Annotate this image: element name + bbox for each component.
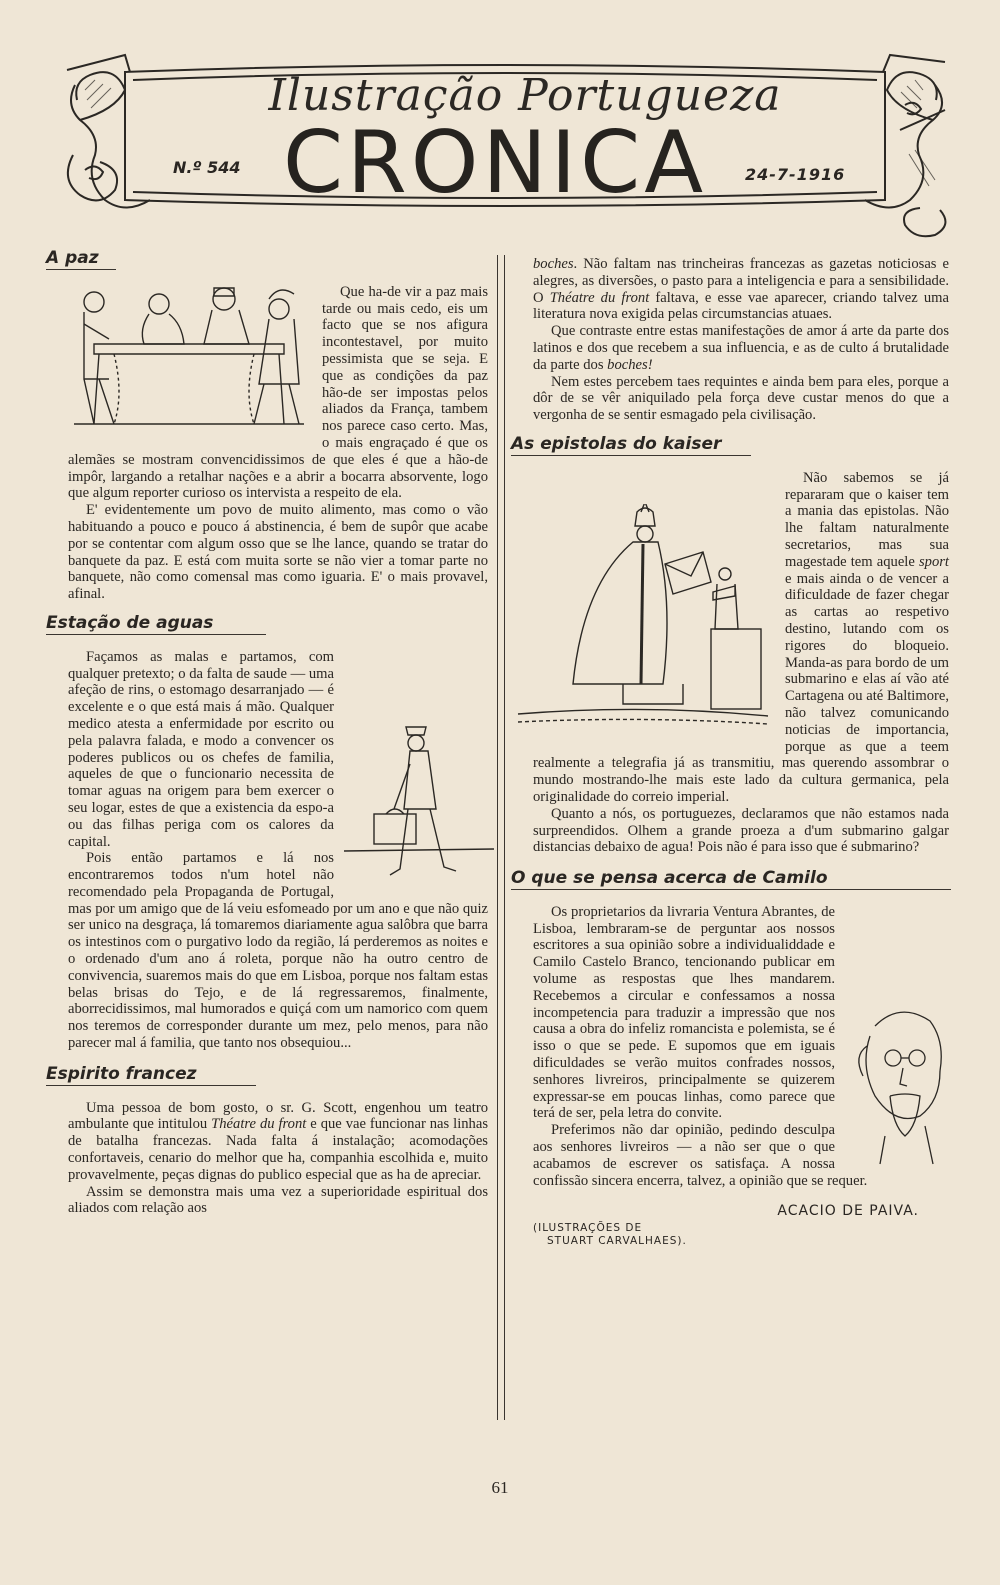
page-number: 61	[491, 1478, 509, 1497]
espirito-paragraph-3: Que contraste entre estas manifestações de amor á arte da parte dos latinos e dos que recebem a sua influencia, e as de culto á brutalidade da parte dos boches!	[533, 323, 949, 373]
camilo-portrait-illustration	[845, 996, 955, 1166]
traveler-with-suitcase-illustration	[344, 719, 494, 889]
author-signature: ACACIO DE PAIVA.	[777, 1203, 919, 1220]
magazine-title: Ilustração Portugueza	[268, 70, 782, 121]
estacao-paragraph-1: Façamos as malas e partamos, com qualquer pretexto; o da falta de saude — uma afeção de rins, o estomago desarranjado — é excelente e o que está mais á mão. Qualquer medico atesta a enfermidade por escrito ou pela palavra falada, e modo a convencer os poderes publicos ou os chefes de familia, aqueles de que o funcionario necessita de tomar aguas na origem para bem exercer o seu logar, estes de que a existencia da espo-a ou das filhas periga com os calores da capital.	[68, 648, 334, 850]
issue-date: 24-7-1916	[745, 165, 846, 184]
paz-paragraph-2: E' evidentemente um povo de muito alimento, mas como o vão habituando a pouco e pouco á abstinencia, é bem de supôr que acabe por se contentar com algum osso que se lhe lance, quando se tratar do banquete da paz. E está com muita sorte se não vier a tomar parte no banquete, não como comensal mas como iguaria. E' o mais provavel, afinal.	[68, 502, 488, 603]
paz-paragraph-1: Que ha-de vir a paz mais tarde ou mais cedo, eis um facto que se nos afigura incontestavel, por muito pessimista que se seja. E que as condições da paz hão-de ser impostas pelos aliados da França, tambem nos parece caso certo. Mas, o mais engraçado é que os alemães se mostram convencidissimos de que eles é que a hão-de impôr, largando a retalhar nações e a abrir a bocarra absorvente, logo que algum reporter curioso os intervista a respeito de ela.	[68, 283, 488, 502]
estacao-paragraph-2: Pois então partamos e lá nos encontraremos todos n'um hotel não recomendado pela Propaganda de Portugal, mas por um amigo que de lá veiu esfomeado por um ano e que não quiz ser unico na desgraça, lá tomaremos diariamente agua salôbra que barra os intestinos com o purgativo lodo da região, lá perderemos as noites e o ordenado d'um ano á roleta, porque não ha outro centro de convivencia, suaremos mais do que em Lisboa, porque nos faltam estas belas brisas do Tejo, e de lá regressaremos, finalmente, aborrecidissimos, mal humorados e quiçá com um namorico com quem nos teremos de corresponder durante um mez, pelo menos, para não parecer mal á familia, que tanto nos obsequiou...	[68, 850, 488, 1052]
espirito-paragraph-1: Uma pessoa de bom gosto, o sr. G. Scott, engenhou um teatro ambulante que intitulou Théatre du front e que vae funcionar nas linhas de batalha francezas. Nada falta á instalação; acomodações confortaveis, cenario do melhor que ha, companhia escolhida e, muito provavelmente, peças dignas do publico especial que as ha de apreciar.	[68, 1099, 489, 1183]
camilo-paragraph-1: Os proprietarios da livraria Ventura Abrantes, de Lisboa, lembraram-se de perguntar aos nossos escritores a sua opinião sobre a individualiddade e Camilo Castelo Branco, tencionando publicar em volume as respostas que lhes mandarem. Recebemos a circular e confessamos a nossa incompetencia para traduzir a impressão que nos causa a obra do infeliz romancista e polemista, se é isso o que se pede. E supomos que em iguais dificuldades se verão muitos confrades nossos, senhores livreiros, principalmente se quizerem expressar-se em poucas linhas, como parece que terá de ser, pela letra do convite.	[533, 903, 835, 1122]
issue-number: N.º 544	[173, 158, 241, 177]
section-title: CRONICA	[282, 113, 708, 213]
masthead	[55, 50, 960, 240]
heading-estacao-de-aguas: Estação de aguas	[46, 615, 266, 635]
espirito-paragraph-2-start: Assim se demonstra mais uma vez a superioridade espiritual dos aliados com relação aos	[68, 1183, 488, 1217]
left-column	[46, 248, 489, 1217]
epistolas-paragraph-1: Não sabemos se já repararam que o kaiser tem a mania das epistolas. Não lhe faltam naturalmente secretarios, mas sua magestade tem aquele sport e mais ainda o de vencer a dificuldade de fazer chegar as cartas ao respetivo destino, lutando com os rigores do bloqueio. Manda-as para bordo de um submarino e elas aí vão até Cartagena ou até Baltimore, não talvez comunicando noticias de importancia, porque as que a teem realmente a telegrafia já as transmitiu, mas querendo assombrar o mundo mostrando-lhe mais este lado da cultura germanica, pela originalidade do correio imperial.	[533, 469, 949, 805]
illustration-credit: (ILUSTRAÇÕES DE STUART CARVALHAES).	[533, 1222, 687, 1248]
heading-espirito-francez: Espirito francez	[46, 1066, 256, 1086]
heading-a-paz: A paz	[46, 250, 116, 270]
camilo-paragraph-2: Preferimos não dar opinião, pedindo desculpa aos senhores livreiros — a não ser que o que acabamos de escrever os satisfaça. A nossa confissão sincera encerra, talvez, a opinião que se requer.	[533, 1122, 868, 1189]
epistolas-paragraph-2: Quanto a nós, os portuguezes, declaramos que não estamos nada surpreendidos. Olhem a grande proeza a d'um submarino galgar distancias debaixo de agua! Pois não é para isso que é submarino?	[533, 805, 949, 856]
heading-camilo: O que se pensa acerca de Camilo	[511, 870, 951, 890]
espirito-paragraph-4: Nem estes percebem taes requintes e ainda bem para eles, porque a dôr de se vêr aniquilado pela força deve custar menos do que a vergonha de se sentir esmagado pela civilisação.	[533, 373, 949, 424]
espirito-paragraph-2-continued: boches. Não faltam nas trincheiras francezas as gazetas noticiosas e alegres, as diversões, o pasto para a inteligencia e para a sensibilidade. O Théatre du front faltava, e esse vae aparecer, criando talvez uma literatura nova exigida pelas circumstancias atuaes.	[533, 256, 949, 323]
kaiser-submarine-illustration	[513, 504, 775, 744]
column-divider	[497, 255, 505, 1420]
right-column	[511, 256, 949, 1248]
peace-banquet-illustration	[54, 284, 312, 434]
heading-epistolas-do-kaiser: As epistolas do kaiser	[511, 436, 751, 456]
